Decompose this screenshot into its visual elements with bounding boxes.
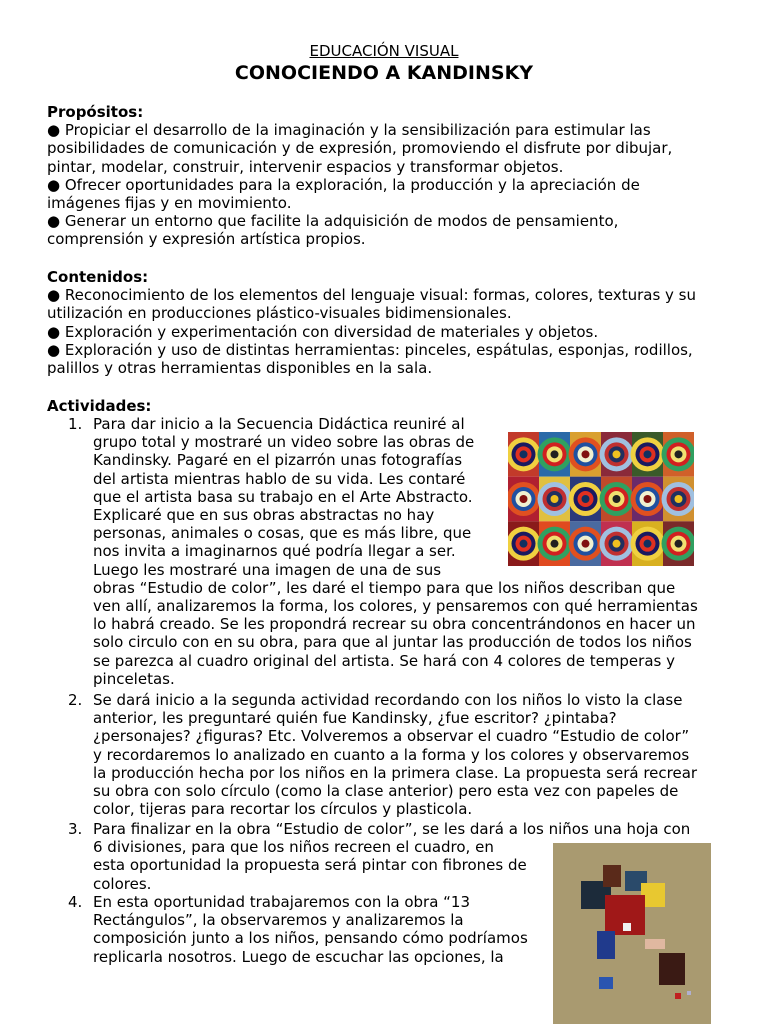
subject-label: EDUCACIÓN VISUAL [309,42,459,60]
activity-line: Para finalizar en la obra “Estudio de color”, se les dará a los niños una hoja con [93,820,691,838]
activity-line: 6 divisiones, para que los niños recreen el cuadro, en [93,838,494,857]
activity-line: Explicaré que en sus obras abstractas no hay [93,506,435,525]
propositos-line: imágenes fijas y en movimiento. [47,194,292,213]
propositos-line: ● Propiciar el desarrollo de la imaginación y la sensibilización para estimular las [47,121,651,140]
activity-line: su obra con solo círculo (como la clase anterior) pero esta vez con papeles de [93,782,679,801]
activity-line: Para dar inicio a la Secuencia Didáctica reuniré al [93,415,465,433]
activity-line: color, tijeras para recortar los círculos y plasticola. [93,800,473,819]
activity-line: Se dará inicio a la segunda actividad recordando con los niños lo visto la clase [93,691,683,709]
document-title: CONOCIENDO A KANDINSKY [234,62,534,84]
activity-line: ¿personajes? ¿figuras? Etc. Volveremos a observar el cuadro “Estudio de color” [93,727,690,746]
kandinsky-13-rectangles-image [553,843,711,1024]
propositos-line: posibilidades de comunicación y de expresión, promoviendo el disfrute por dibujar, [47,139,673,158]
contenidos-line: palillos y otras herramientas disponibles en la sala. [47,359,433,378]
activity-line: colores. [93,874,152,893]
activity-line: del artista mientras hablo de su vida. Les contaré [93,469,466,488]
contenidos-line: ● Exploración y experimentación con diversidad de materiales y objetos. [47,322,599,341]
activity-line: personas, animales o cosas, que es más libre, que [93,524,472,543]
activity-item-2 [93,691,697,818]
activity-number: 3. [68,820,83,838]
propositos-section [47,103,727,249]
activity-line: composición junto a los niños, pensando cómo podríamos [93,929,528,948]
contenidos-section [47,268,727,377]
propositos-line: pintar, modelar, construir, intervenir espacios y transformar objetos. [47,157,564,176]
activity-number: 1. [68,415,83,433]
activity-line: y recordaremos lo analizado en cuanto a la forma y los colores y observaremos [93,745,690,764]
activity-line: se parezca al cuadro original del artista. Se hará con 4 colores de temperas y [93,651,675,670]
actividades-section [47,397,727,415]
activity-line: que el artista basa su trabajo en el Arte Abstracto. [93,487,473,506]
contenidos-line: ● Exploración y uso de distintas herramientas: pinceles, espátulas, esponjas, rodillos, [47,340,693,359]
activity-line: Rectángulos”, la observaremos y analizaremos la [93,911,464,930]
contenidos-line: utilización en producciones plástico-visuales bidimensionales. [47,304,512,323]
kandinsky-color-study-image [508,432,694,566]
activity-line: ven allí, analizaremos la forma, los colores, y pensaremos con qué herramientas [93,597,698,616]
contenidos-line: ● Reconocimiento de los elementos del lenguaje visual: formas, colores, texturas y su [47,286,696,305]
propositos-heading: Propósitos: [47,103,144,121]
propositos-line: ● Ofrecer oportunidades para la exploración, la producción y la apreciación de [47,175,640,194]
activity-line: solo circulo con en su obra, para que al juntar las producción de todos los niños [93,633,692,652]
activity-line: esta oportunidad la propuesta será pintar con fibrones de [93,856,527,875]
activity-line: En esta oportunidad trabajaremos con la obra “13 [93,893,471,911]
activity-number: 4. [68,893,83,911]
activity-line: nos invita a imaginarnos qué podría llegar a ser. [93,542,456,561]
activity-line: replicarla nosotros. Luego de escuchar las opciones, la [93,947,504,966]
activity-line: obras “Estudio de color”, les daré el tiempo para que los niños describan que [93,578,676,597]
activity-line: la producción hecha por los niños en la primera clase. La propuesta será recrear [93,763,698,782]
activity-line: grupo total y mostraré un video sobre las obras de [93,433,475,452]
activity-line: Luego les mostraré una imagen de una de sus [93,560,442,579]
activity-line: pinceletas. [93,669,175,688]
contenidos-heading: Contenidos: [47,268,149,286]
activity-line: anterior, les preguntaré quién fue Kandinsky, ¿fue escritor? ¿pintaba? [93,709,617,728]
propositos-line: ● Generar un entorno que facilite la adquisición de modos de pensamiento, [47,212,619,231]
activity-line: Kandinsky. Pagaré en el pizarrón unas fotografías [93,451,463,470]
activity-item-4 [93,893,528,966]
activity-number: 2. [68,691,83,709]
actividades-heading: Actividades: [47,397,152,415]
activity-line: lo habrá creado. Se les propondrá recrear su obra concentrándonos en hacer un [93,615,696,634]
propositos-line: comprensión y expresión artística propios. [47,230,366,249]
